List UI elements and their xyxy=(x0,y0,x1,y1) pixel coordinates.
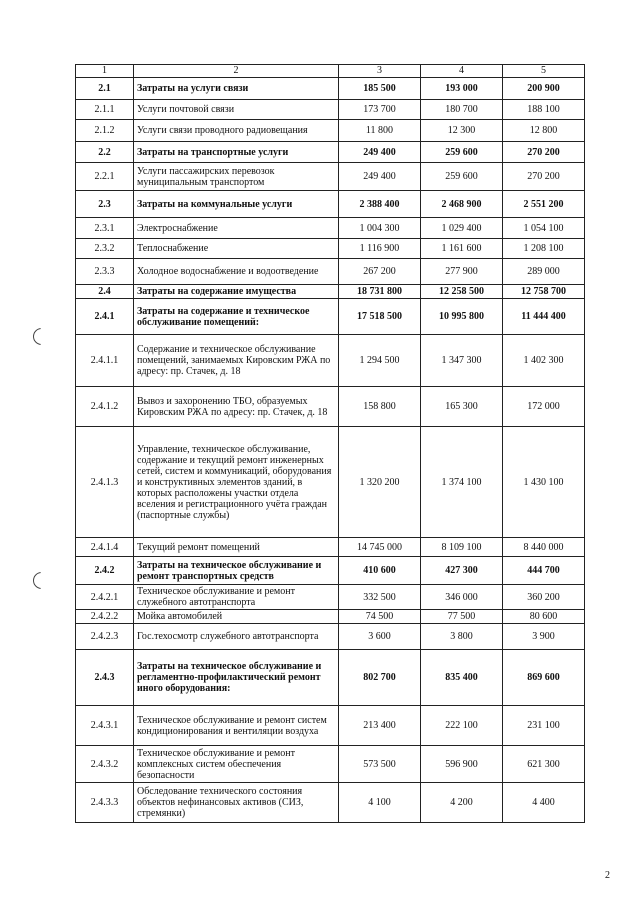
cost-table-body xyxy=(76,65,585,823)
row-code: 2.2.1 xyxy=(76,163,134,191)
table-row xyxy=(76,783,585,823)
table-row xyxy=(76,120,585,142)
row-item-name: Техническое обслуживание и ремонт систем кондиционирования и вентиляции воздуха xyxy=(134,706,339,746)
row-item-name: Затраты на техническое обслуживание и регламентно-профилактический ремонт иного оборудования: xyxy=(134,650,339,706)
row-code: 2.1.2 xyxy=(76,120,134,142)
row-code: 2.4.2.2 xyxy=(76,610,134,624)
row-code: 2.1.1 xyxy=(76,100,134,120)
table-row xyxy=(76,299,585,335)
row-code: 2.4.3.2 xyxy=(76,746,134,783)
row-code: 2.4.1.3 xyxy=(76,427,134,538)
table-row xyxy=(76,610,585,624)
row-value-col5: 80 600 xyxy=(503,610,585,624)
row-item-name: Холодное водоснабжение и водоотведение xyxy=(134,259,339,285)
row-value-col4: 77 500 xyxy=(421,610,503,624)
row-value-col4: 12 300 xyxy=(421,120,503,142)
table-row xyxy=(76,557,585,585)
row-value-col5: 188 100 xyxy=(503,100,585,120)
row-value-col3: 1 004 300 xyxy=(339,218,421,239)
table-row xyxy=(76,259,585,285)
row-code: 2.4.3.1 xyxy=(76,706,134,746)
row-value-col4: 165 300 xyxy=(421,387,503,427)
row-value-col5: 8 440 000 xyxy=(503,538,585,557)
row-value-col4: 222 100 xyxy=(421,706,503,746)
row-value-col3: 158 800 xyxy=(339,387,421,427)
row-code: 2.4 xyxy=(76,285,134,299)
row-value-col5: 4 400 xyxy=(503,783,585,823)
row-value-col4: 2 468 900 xyxy=(421,191,503,218)
row-item-name: Затраты на услуги связи xyxy=(134,78,339,100)
table-row xyxy=(76,624,585,650)
table-row xyxy=(76,706,585,746)
table-row xyxy=(76,285,585,299)
column-number-1: 1 xyxy=(76,65,134,78)
row-value-col4: 835 400 xyxy=(421,650,503,706)
row-value-col5: 1 208 100 xyxy=(503,239,585,259)
row-value-col3: 173 700 xyxy=(339,100,421,120)
row-value-col5: 12 800 xyxy=(503,120,585,142)
row-item-name: Текущий ремонт помещений xyxy=(134,538,339,557)
row-item-name: Услуги пассажирских перевозок муниципальным транспортом xyxy=(134,163,339,191)
row-code: 2.4.3 xyxy=(76,650,134,706)
table-row xyxy=(76,218,585,239)
column-number-5: 5 xyxy=(503,65,585,78)
row-value-col3: 17 518 500 xyxy=(339,299,421,335)
row-item-name: Гос.техосмотр служебного автотранспорта xyxy=(134,624,339,650)
row-value-col4: 1 161 600 xyxy=(421,239,503,259)
row-code: 2.3 xyxy=(76,191,134,218)
row-value-col3: 332 500 xyxy=(339,585,421,610)
row-code: 2.2 xyxy=(76,142,134,163)
row-value-col4: 277 900 xyxy=(421,259,503,285)
cost-table xyxy=(75,64,585,823)
row-value-col3: 14 745 000 xyxy=(339,538,421,557)
row-value-col3: 213 400 xyxy=(339,706,421,746)
row-value-col3: 249 400 xyxy=(339,142,421,163)
row-code: 2.3.3 xyxy=(76,259,134,285)
row-value-col4: 12 258 500 xyxy=(421,285,503,299)
row-value-col5: 200 900 xyxy=(503,78,585,100)
table-row xyxy=(76,427,585,538)
row-code: 2.4.1.4 xyxy=(76,538,134,557)
table-row xyxy=(76,163,585,191)
row-value-col5: 270 200 xyxy=(503,163,585,191)
row-value-col5: 3 900 xyxy=(503,624,585,650)
row-item-name: Управление, техническое обслуживание, содержание и текущий ремонт инженерных сетей, систем и коммуникаций, оборудования и конструктивных элементов зданий, в которых расположены участки отдела вселения и регистрационного учёта граждан (паспортные службы) xyxy=(134,427,339,538)
row-code: 2.4.3.3 xyxy=(76,783,134,823)
row-value-col4: 596 900 xyxy=(421,746,503,783)
row-value-col4: 180 700 xyxy=(421,100,503,120)
table-row xyxy=(76,585,585,610)
row-value-col3: 802 700 xyxy=(339,650,421,706)
row-value-col3: 18 731 800 xyxy=(339,285,421,299)
row-value-col5: 12 758 700 xyxy=(503,285,585,299)
table-row xyxy=(76,650,585,706)
row-code: 2.4.1.1 xyxy=(76,335,134,387)
row-code: 2.4.2.1 xyxy=(76,585,134,610)
row-value-col4: 8 109 100 xyxy=(421,538,503,557)
row-item-name: Обследование технического состояния объектов нефинансовых активов (СИЗ, стремянки) xyxy=(134,783,339,823)
table-header-row xyxy=(76,65,585,78)
row-value-col3: 410 600 xyxy=(339,557,421,585)
page-number: 2 xyxy=(605,870,610,881)
row-value-col3: 2 388 400 xyxy=(339,191,421,218)
row-value-col3: 3 600 xyxy=(339,624,421,650)
row-value-col4: 259 600 xyxy=(421,142,503,163)
row-value-col5: 231 100 xyxy=(503,706,585,746)
row-item-name: Электроснабжение xyxy=(134,218,339,239)
row-value-col3: 249 400 xyxy=(339,163,421,191)
row-value-col4: 427 300 xyxy=(421,557,503,585)
table-row xyxy=(76,387,585,427)
row-value-col3: 4 100 xyxy=(339,783,421,823)
row-item-name: Услуги почтовой связи xyxy=(134,100,339,120)
row-value-col5: 289 000 xyxy=(503,259,585,285)
row-item-name: Техническое обслуживание и ремонт комплексных систем обеспечения безопасности xyxy=(134,746,339,783)
row-value-col5: 11 444 400 xyxy=(503,299,585,335)
row-code: 2.4.1 xyxy=(76,299,134,335)
row-value-col3: 1 294 500 xyxy=(339,335,421,387)
row-value-col4: 10 995 800 xyxy=(421,299,503,335)
punch-hole-mark-top xyxy=(33,328,50,345)
row-value-col4: 346 000 xyxy=(421,585,503,610)
table-row xyxy=(76,335,585,387)
row-value-col4: 259 600 xyxy=(421,163,503,191)
row-value-col4: 1 374 100 xyxy=(421,427,503,538)
row-item-name: Вывоз и захоронению ТБО, образуемых Кировским РЖА по адресу: пр. Стачек, д. 18 xyxy=(134,387,339,427)
table-row xyxy=(76,142,585,163)
table-row xyxy=(76,191,585,218)
row-value-col3: 267 200 xyxy=(339,259,421,285)
row-value-col5: 172 000 xyxy=(503,387,585,427)
row-item-name: Затраты на коммунальные услуги xyxy=(134,191,339,218)
row-value-col5: 360 200 xyxy=(503,585,585,610)
row-item-name: Затраты на техническое обслуживание и ремонт транспортных средств xyxy=(134,557,339,585)
row-value-col5: 1 402 300 xyxy=(503,335,585,387)
table-row xyxy=(76,746,585,783)
row-value-col5: 1 430 100 xyxy=(503,427,585,538)
row-value-col5: 621 300 xyxy=(503,746,585,783)
row-value-col3: 1 320 200 xyxy=(339,427,421,538)
row-value-col5: 869 600 xyxy=(503,650,585,706)
column-number-3: 3 xyxy=(339,65,421,78)
row-value-col3: 74 500 xyxy=(339,610,421,624)
row-value-col3: 11 800 xyxy=(339,120,421,142)
row-value-col5: 270 200 xyxy=(503,142,585,163)
row-value-col5: 2 551 200 xyxy=(503,191,585,218)
row-value-col3: 185 500 xyxy=(339,78,421,100)
row-value-col4: 4 200 xyxy=(421,783,503,823)
row-item-name: Затраты на транспортные услуги xyxy=(134,142,339,163)
row-value-col5: 1 054 100 xyxy=(503,218,585,239)
row-value-col4: 1 029 400 xyxy=(421,218,503,239)
row-item-name: Техническое обслуживание и ремонт служебного автотранспорта xyxy=(134,585,339,610)
row-code: 2.4.1.2 xyxy=(76,387,134,427)
row-item-name: Мойка автомобилей xyxy=(134,610,339,624)
row-item-name: Содержание и техническое обслуживание помещений, занимаемых Кировским РЖА по адресу: пр. Стачек, д. 18 xyxy=(134,335,339,387)
row-item-name: Затраты на содержание имущества xyxy=(134,285,339,299)
table-row xyxy=(76,100,585,120)
table-row xyxy=(76,538,585,557)
row-value-col3: 573 500 xyxy=(339,746,421,783)
row-value-col5: 444 700 xyxy=(503,557,585,585)
row-value-col3: 1 116 900 xyxy=(339,239,421,259)
row-code: 2.4.2 xyxy=(76,557,134,585)
column-number-4: 4 xyxy=(421,65,503,78)
column-number-2: 2 xyxy=(134,65,339,78)
row-item-name: Затраты на содержание и техническое обслуживание помещений: xyxy=(134,299,339,335)
row-value-col4: 193 000 xyxy=(421,78,503,100)
row-value-col4: 3 800 xyxy=(421,624,503,650)
row-value-col4: 1 347 300 xyxy=(421,335,503,387)
row-item-name: Услуги связи проводного радиовещания xyxy=(134,120,339,142)
row-code: 2.4.2.3 xyxy=(76,624,134,650)
table-row xyxy=(76,78,585,100)
table-row xyxy=(76,239,585,259)
row-item-name: Теплоснабжение xyxy=(134,239,339,259)
punch-hole-mark-bottom xyxy=(33,572,50,589)
row-code: 2.1 xyxy=(76,78,134,100)
row-code: 2.3.2 xyxy=(76,239,134,259)
row-code: 2.3.1 xyxy=(76,218,134,239)
